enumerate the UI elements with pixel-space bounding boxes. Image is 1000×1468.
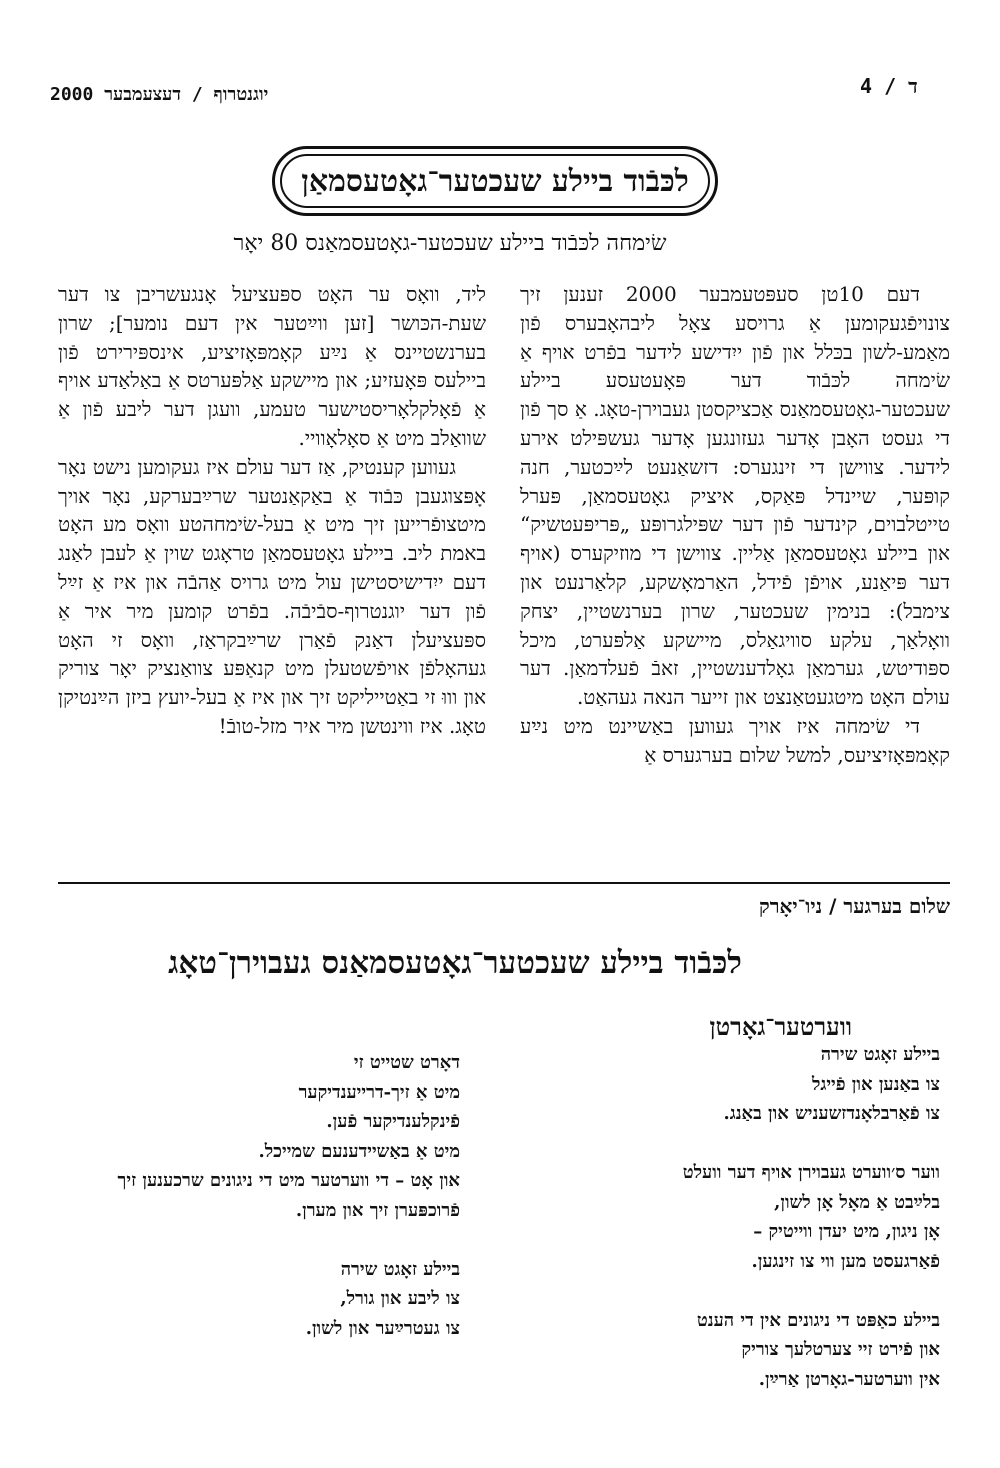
banner-title: לכּבֿוד ביילע שעכטער־גאָטעסמאַן [280,154,710,208]
paragraph: געווען קענטיק, אַז דער עולם איז געקומען נישט נאָר אָפּצוגעבן כּבֿוד אַ באַקאַנטער שרײַבערקע, נאָר אויך מיטצופֿרייען זיך מיט אַ בעל-שׂימחהטע וואָס מע האָט באמת ליב. ביילע גאָטעסמאַן טראָגט שוין אַ לעבן לאַנג דעם ייִדישיסטישן עול מיט גרויס אַהבֿה און איז אַ זײַל פֿון דער יוגנטרוף-סבֿיבֿה. בפֿרט קומען מיר איר אַ ספּעציעלן דאַנק פֿאַרן שרײַבקראַז, וואָס זי האָט געהאָלפֿן אויפֿשטעלן מיט קנאַפּע צוואַנציק יאָר צוריק און וווּ זי באַטייליקט זיך און איז אַ בעל-יועץ ביזן הײַנטיקן טאָג. איז ווינטשן מיר איר מזל-טובֿ! [58,454,486,738]
poem-column-left [60,1048,460,1343]
stanza-break [560,1276,940,1306]
poem-line: פֿרוכפּערן זיך און מערן. [295,1199,460,1221]
poem-line: מיט אַ באַשיידענעם שמייכל. [258,1140,460,1162]
poem-line: ביילע זאָגט שירה [820,1044,940,1065]
section-divider [58,882,950,884]
article-column-right [520,280,950,865]
poem-line: אין ווערטער-גאָרטן אַרײַן. [758,1368,940,1390]
stanza-break [60,1225,460,1255]
poem-line: צו געטרײַער און לשון. [305,1317,460,1339]
poem-line: אָן ניגון, מיט יעדן ווייטיק – [753,1221,940,1242]
stanza-break [560,1129,940,1159]
poem-byline: שלום בערגער / ניו־יאָרק [759,894,950,918]
poem-section-title: לכּבֿוד ביילע שעכטער־גאָטעסמאַנס געבוירן־טאָג [168,945,742,981]
page-header-left: יוגנטרוף / דעצעמבער 2000 [50,84,269,105]
poem-line: און פֿירט זיי צערטלעך צוריק [741,1339,940,1360]
poem-line: ביילע כאַפּט די ניגונים אין די הענט [696,1309,940,1331]
poem-column-right [560,1040,940,1394]
poem-line: מיט אַ זיך-דרייענדיקער [298,1081,460,1103]
paragraph: ליד, וואָס ער האָט ספּעציעל אָנגעשריבן צו דער שעת-הכּושר [זען ווײַטער אין דעם נומער]; שרון בערנשטיינס אַ נײַע קאָמפּאָזיציע, אינספּירירט פֿון ביילעס פּאָעזיע; און מיישקע אַלפּערטס אַ באַלאַדע אויף אַ פֿאָלקלאָריסטישער טעמע, וועגן דער ליבע פֿון אַ שוואַלב מיט אַ סאָלאָוויי. [58,282,486,450]
poem-title: ווערטער־גאָרטן [709,1012,852,1041]
article-subtitle: שׂימחה לכּבֿוד ביילע שעכטער-גאָטעסמאַנס 80 יאָר [233,231,667,256]
poem-line: ביילע זאָגט שירה [340,1258,460,1280]
article-banner [272,146,718,216]
poem-line: צו פֿאַרבלאָנדזשעניש און באַנג. [723,1103,940,1124]
paragraph: דעם 10טן סעפּטעמבער 2000 זענען זיך צונויפֿגעקומען אַ גרויסע צאָל ליבהאָבערס פֿון מאַמע-לשון בכּלל און פֿון ייִדישע לידער בפֿרט אויף אַ שׂימחה לכּבֿוד דער פּאָעטעסע ביילע שעכטער-גאָטעסמאַנס אַכציקסטן געבוירן-טאָג. אַ סך פֿון די געסט האָבן אָדער געזונגען אָדער געשפּילט אירע לידער. צווישן די זינגערס: דזשאַנעט לײַכטער, חנה קופּער, שיינדל פּאַקס, איציק גאָטעסמאַן, פּערל טייטלבוים, קינדער פֿון דער שפּילגרופּע „פּריפּעטשיק“ און ביילע גאָטעסמאַן אַליין. צווישן די מוזיקערס (אויף דער פּיאַנע, אויפֿן פֿידל, האַרמאָשקע, קלאַרנעט און צימבל): בנימין שעכטער, שרון בערנשטיין, יצחק וואָלאַך, עלקע סוויגאַלס, מיישקע אַלפּערט, מיכל ספּודיטש, גערמאַן גאָלדענשטיין, זאבֿ פֿעלדמאַן. דער עולם האָט מיטגעטאַנצט און זייער הנאה געהאַט. [520,282,950,710]
poem-line: און אָט – די ווערטער מיט די ניגונים שרכענען זיך [117,1170,460,1191]
paragraph: די שׂימחה איז אויך געווען באַשיינט מיט נײַע קאָמפּאָזיציעס, למשל שלום בערגערס אַ [520,713,950,767]
poem-line: פֿינקלענדיקער פֿען. [326,1111,460,1132]
page-number: ד / 4 [860,74,918,98]
poem-line: צו ליבע און גורל, [340,1288,460,1309]
poem-line: בלײַבט אַ מאָל אָן לשון, [774,1191,940,1213]
poem-line: דאָרט שטייט זי [353,1052,460,1073]
poem-line: פֿאַרגעסט מען ווי צו זינגען. [751,1250,940,1272]
poem-line: ווער ס׳ווערט געבוירן אויף דער וועלט [682,1162,940,1183]
article-column-left [58,280,486,865]
poem-line: צו באַנען און פֿייגל [811,1073,940,1095]
